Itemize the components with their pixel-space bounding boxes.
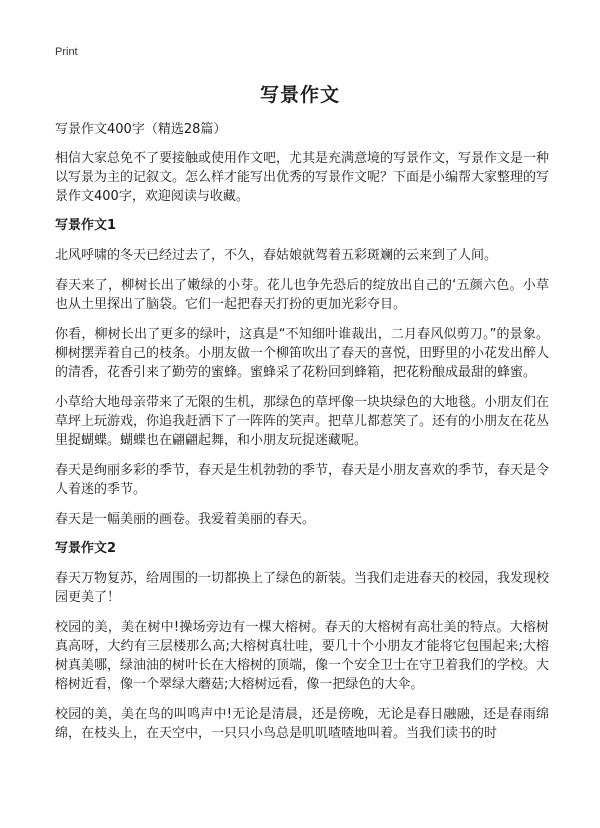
paragraph: 春天万物复苏，给周围的一切都换上了绿色的新装。当我们走进春天的校园，我发现校园更美了！ bbox=[55, 571, 550, 605]
article-subtitle: 写景作文400字（精选28篇） bbox=[55, 122, 227, 137]
article-body bbox=[55, 121, 549, 754]
section-heading-2: 写景作文2 bbox=[55, 541, 117, 556]
section-heading-1: 写景作文1 bbox=[55, 218, 117, 233]
paragraph: 北风呼啸的冬天已经过去了，不久，春姑娘就驾着五彩斑斓的云来到了人间。 bbox=[55, 248, 498, 263]
paragraph: 小草给大地母亲带来了无限的生机，那绿色的草坪像一块块绿色的大地毯。小朋友们在草坪上玩游戏，你追我赶洒下了一阵阵的笑声。把草儿都惹笑了。还有的小朋友在花丛里捉蝴蝶。蝴蝶也在翩翩起舞，和小朋友玩捉迷藏呢。 bbox=[55, 395, 550, 448]
paragraph: 春天来了，柳树长出了嫩绿的小芽。花儿也争先恐后的绽放出自己的‘五颜六色。小草也从土里探出了脑袋。它们一起把春天打扮的更加光彩夺目。 bbox=[55, 278, 549, 312]
intro-paragraph: 相信大家总免不了要接触或使用作文吧，尤其是充满意境的写景作文，写景作文是一种以写景为主的记叙文。怎么样才能写出优秀的写景作文呢？下面是小编帮大家整理的写景作文400字，欢迎阅读与收藏。 bbox=[55, 151, 550, 204]
page-title: 写景作文 bbox=[259, 84, 340, 106]
paragraph: 春天是绚丽多彩的季节，春天是生机勃勃的季节，春天是小朋友喜欢的季节，春天是令人着迷的季节。 bbox=[55, 463, 550, 497]
paragraph: 春天是一幅美丽的画卷。我爱着美丽的春天。 bbox=[55, 512, 316, 527]
paragraph: 校园的美，美在鸟的叫鸣声中!无论是清晨，还是傍晚，无论是春日融融，还是春雨绵绵，在枝头上，在天空中，一只只小鸟总是叽叽喳喳地叫着。当我们读书的时 bbox=[55, 707, 549, 741]
paragraph: 你看，柳树长出了更多的绿叶，这真是“不知细叶谁裁出，二月春风似剪刀。”的景象。柳树摆弄着自己的枝条。小朋友做一个柳笛吹出了春天的喜悦，田野里的小花发出醉人的清香，花香引来了勤劳的蜜蜂。蜜蜂采了花粉回到蜂箱，把花粉酿成最甜的蜂蜜。 bbox=[55, 327, 550, 380]
paragraph: 校园的美，美在树中!操场旁边有一棵大榕树。春天的大榕树有高壮美的特点。大榕树真高呀，大约有三层楼那么高;大榕树真壮哇，要几十个小朋友才能将它包围起来;大榕树真美哪，绿油油的树叶长在大榕树的顶端，像一个安全卫士在守卫着我们的学校。大榕树近看，像一个翠绿大蘑菇;大榕树远看，像一把绿色的大伞。 bbox=[55, 620, 550, 692]
print-label[interactable]: Print bbox=[55, 46, 78, 58]
